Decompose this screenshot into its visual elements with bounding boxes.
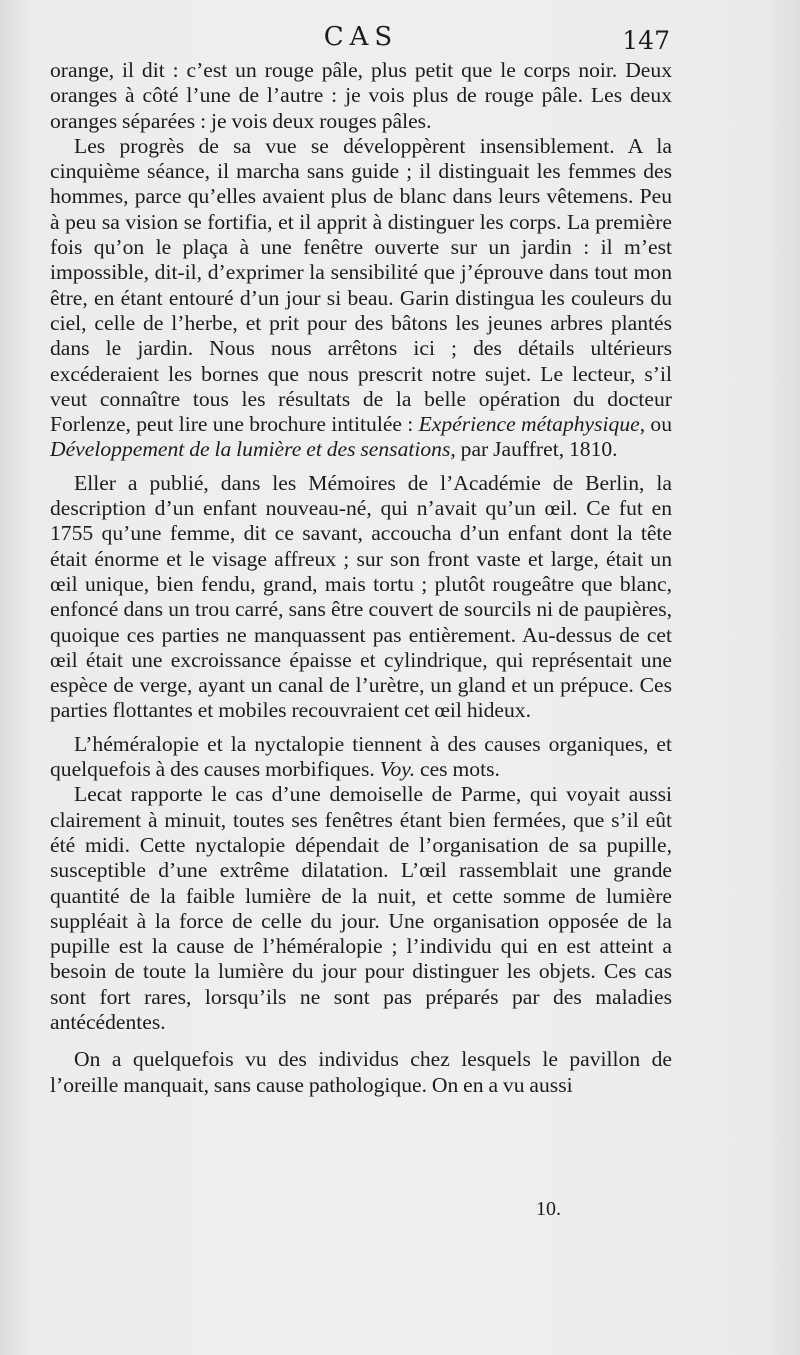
text-run: Lecat rapporte le cas d’une demoiselle de Parme, qui voyait aussi clairement à minuit, toutes ses fenêtres étant bien fermées, que s’il eût été midi. Cette nyctalopie dépendait de l’organisation de sa pupille, susceptible d’une extrême dilatation. L’œil rassemblait une grande quantité de la faible lumière de la nuit, et cette somme de lumière suppléait à la force de celle du jour. Une organisation opposée de la pupille est la cause de l’héméralopie ; l’individu qui en est atteint a besoin de toute la lumière du jour pour distinguer les objets. Ces cas sont fort rares, lorsqu’ils ne sont pas préparés par des maladies antécédentes. [50,782,672,1034]
paragraph [50,134,672,463]
text-run: Eller a publié, dans les Mémoires de l’Académie de Berlin, la description d’un enfant nouveau-né, qui n’avait qu’un œil. Ce fut en 1755 qu’une femme, dit ce savant, accoucha d’un enfant dont la tête était énorme et le visage affreux ; sur son front vaste et large, était un œil unique, bien fendu, grand, mais tortu ; plutôt rougeâtre que blanc, enfoncé dans un trou carré, sans être couvert de sourcils ni de paupières, quoique ces parties ne manquassent pas entièrement. Au-dessus de cet œil était une excroissance épaisse et cylindrique, qui représentait une espèce de verge, ayant un canal de l’urètre, un gland et un prépuce. Ces parties flottantes et mobiles recouvraient cet œil hideux. [50,470,672,723]
paragraph [50,782,672,1035]
italic-text: Voy. [379,757,416,782]
page-header [50,22,672,55]
text-run: L’héméralopie et la nyctalopie tiennent à des causes organiques, et quelquefois à des causes morbifiques. [50,731,672,782]
text-run: On a quelquefois vu des individus chez lesquels le pavillon de l’oreille manquait, sans cause pathologique. On en a vu aussi [50,1047,672,1097]
paragraph [50,471,672,724]
signature-mark: 10. [536,1198,561,1220]
text-run: Les progrès de sa vue se développèrent insensiblement. A la cinquième séance, il marcha sans guide ; il distinguait les femmes des hommes, parce qu’elles avaient plus de blanc dans leurs vêtemens. Peu à peu sa vision se fortifia, et il apprit à distinguer les corps. La première fois qu’on le plaça à une fenêtre ouverte sur un jardin : il m’est impossible, dit-il, d’exprimer la sensibilité que j’éprouve dans tout mon être, en étant entouré d’un jour si beau. Garin distingua les couleurs du ciel, celle de l’herbe, et prit pour des bâtons les jeunes arbres plantés dans le jardin. Nous nous arrêtons ici ; des détails ultérieurs excéderaient les bornes que nous prescrit notre sujet. Le lecteur, s’il veut connaître tous les résultats de la belle opération du docteur Forlenze, peut lire une brochure intitulée : [50,133,672,437]
paragraph [50,1047,672,1098]
paragraph [50,732,672,783]
paragraph [50,58,672,134]
italic-text: Développement de la lumière et des sensations [50,437,451,462]
page-number: 147 [622,26,670,55]
text-run: , ou [639,412,672,437]
text-run: orange, il dit : c’est un rouge pâle, plus petit que le corps noir. Deux oranges à côté l’une de l’autre : je vois plus de rouge pâle. Les deux oranges séparées : je vois deux rouges pâles. [50,58,672,133]
running-head: CAS [323,22,399,52]
italic-text: Expérience métaphysique [418,412,640,437]
text-run: , par Jauffret, 1810. [450,437,618,462]
text-run: ces mots. [415,757,500,782]
body-text [50,58,672,1098]
